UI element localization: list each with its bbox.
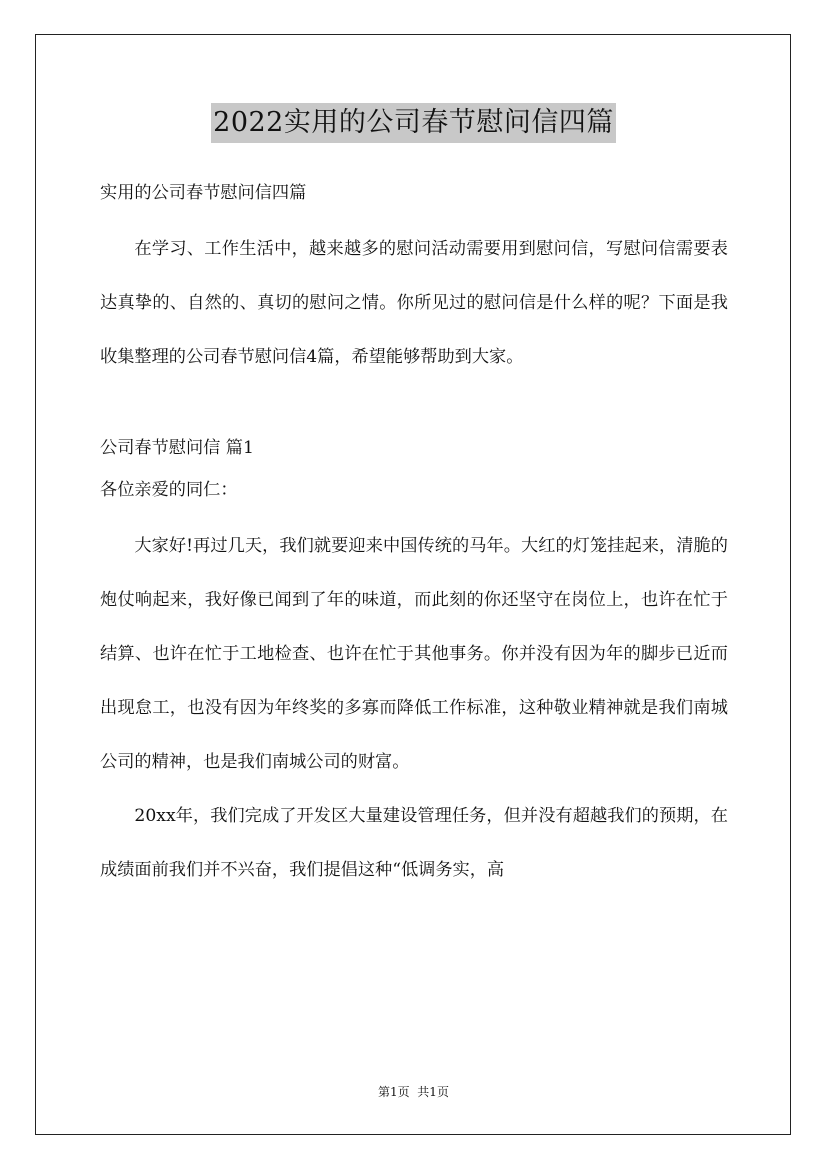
title-container <box>0 103 827 143</box>
intro-paragraph: 在学习、工作生活中，越来越多的慰问活动需要用到慰问信，写慰问信需要表达真挚的、自然的、真切的慰问之情。你所见过的慰问信是什么样的呢？下面是我收集整理的公司春节慰问信4篇，希望能够帮助到大家。 <box>100 239 728 367</box>
page-number: 第1页 共1页 <box>378 1085 449 1099</box>
document-subtitle: 实用的公司春节慰问信四篇 <box>100 183 307 203</box>
letter-greeting: 各位亲爱的同仁： <box>100 480 238 500</box>
document-body <box>100 177 728 897</box>
page-footer <box>0 1083 827 1100</box>
document-title: 2022实用的公司春节慰问信四篇 <box>211 103 616 143</box>
letter-heading: 公司春节慰问信 篇1 <box>100 438 254 458</box>
letter-paragraph-1: 大家好!再过几天，我们就要迎来中国传统的马年。大红的灯笼挂起来，清脆的炮仗响起来，我好像已闻到了年的味道，而此刻的你还坚守在岗位上，也许在忙于结算、也许在忙于工地检查、也许在忙于其他事务。你并没有因为年的脚步已近而出现怠工，也没有因为年终奖的多寡而降低工作标准，这种敬业精神就是我们南城公司的精神，也是我们南城公司的财富。 <box>100 536 728 772</box>
letter-paragraph-2: 20xx年，我们完成了开发区大量建设管理任务，但并没有超越我们的预期，在成绩面前我们并不兴奋，我们提倡这种“低调务实，高 <box>100 806 728 880</box>
